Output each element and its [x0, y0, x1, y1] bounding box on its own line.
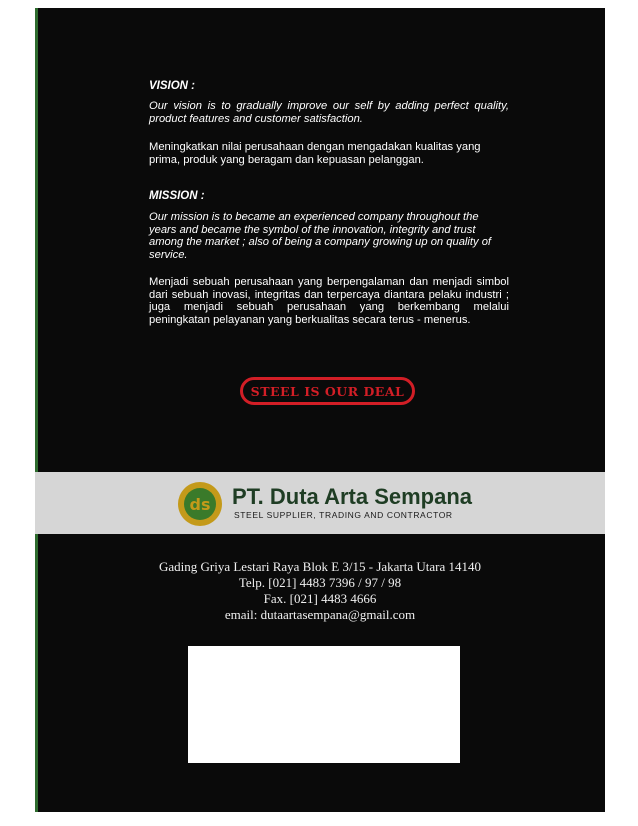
- company-tagline: STEEL SUPPLIER, TRADING AND CONTRACTOR: [234, 510, 453, 520]
- company-name: PT. Duta Arta Sempana: [232, 484, 473, 509]
- left-edge-bar: [35, 8, 38, 812]
- company-logo-monogram: ds: [184, 488, 216, 520]
- mission-english-text: Our mission is to became an experienced company throughout the years and became the symbol of the innovation, integrity and trust among the market ; also of being a company growing up on quality of service.: [149, 211, 492, 261]
- brochure-back-page: [35, 8, 605, 812]
- company-logo-band: [35, 472, 605, 534]
- vision-english-text: Our vision is to gradually improve our self by adding perfect quality, product features and customer satisfaction.: [149, 100, 509, 125]
- address-line: Gading Griya Lestari Raya Blok E 3/15 - Jakarta Utara 14140: [158, 559, 482, 574]
- vision-indonesian-text: Meningkatkan nilai perusahaan dengan mengadakan kualitas yang prima, produk yang beragam dan kepuasan pelanggan.: [149, 141, 481, 166]
- blank-label-box: [188, 646, 460, 763]
- mission-indonesian-text: Menjadi sebuah perusahaan yang berpengalaman dan menjadi simbol dari sebuah inovasi, integritas dan terpercaya diantara pelaku industri ; juga menjadi sebuah perusahaan yang berkembang melalui peningkatan pelayanan yang berkualitas secara terus - menerus.: [149, 276, 509, 326]
- email-line: email: dutaartasempana@gmail.com: [224, 607, 416, 622]
- steel-is-our-deal-stamp: STEEL IS OUR DEAL: [240, 377, 415, 405]
- vision-heading: VISION :: [149, 80, 196, 92]
- fax-line: Fax. [021] 4483 4666: [263, 591, 377, 606]
- mission-heading: MISSION :: [149, 190, 205, 202]
- company-logo-icon: [178, 482, 222, 526]
- phone-line: Telp. [021] 4483 7396 / 97 / 98: [238, 575, 402, 590]
